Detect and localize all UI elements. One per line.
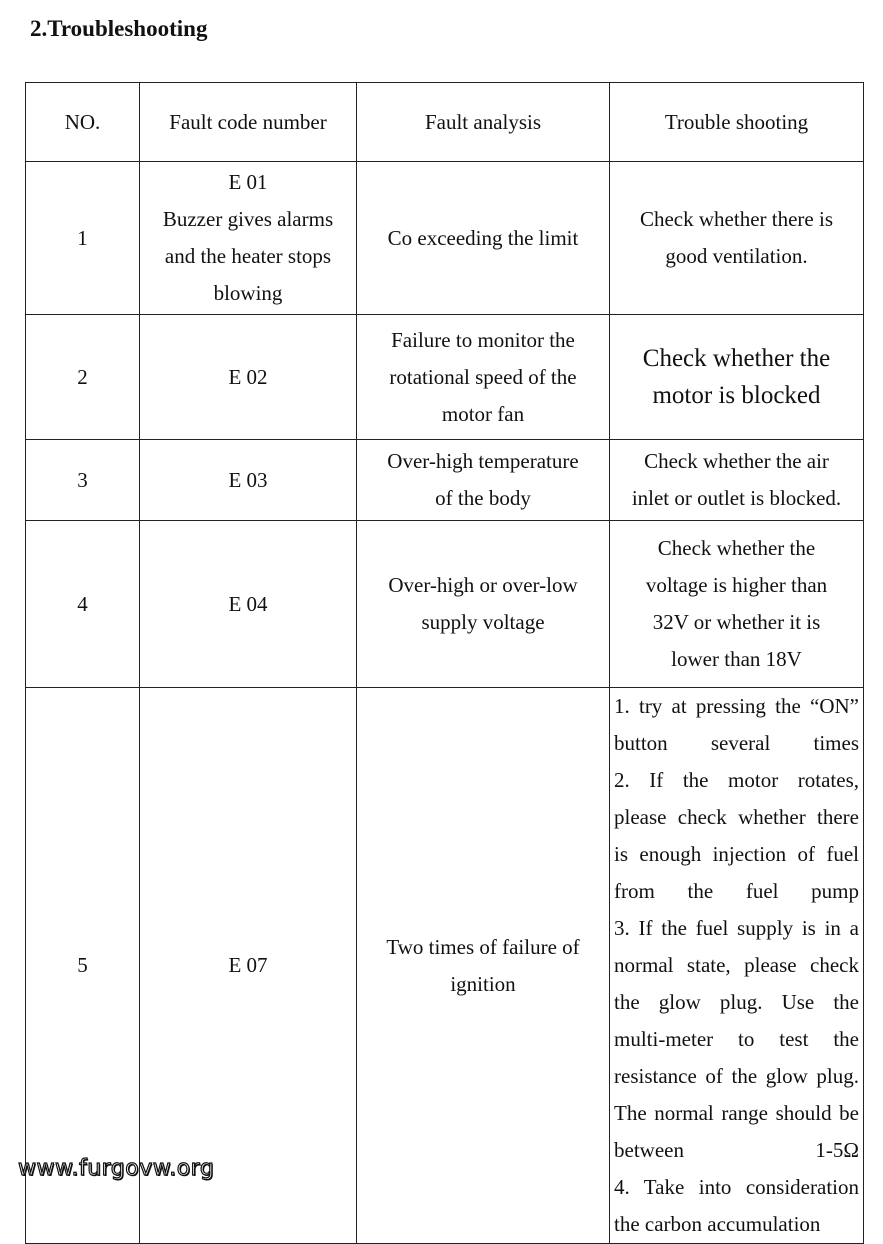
troubleshooting-table <box>25 82 864 1244</box>
fault-code: E 02 <box>228 364 268 389</box>
fault-analysis-text: ignition <box>450 971 516 996</box>
trouble-shooting-cell <box>610 440 864 521</box>
trouble-shooting-text: Check whether the <box>657 536 816 560</box>
trouble-shooting-text: Check whether there is <box>639 207 833 231</box>
trouble-shooting-text: 32V or whether it is <box>652 610 821 634</box>
fault-analysis-text: Failure to monitor the <box>391 327 575 352</box>
table-header-row <box>26 83 864 162</box>
fault-analysis-cell <box>357 162 610 315</box>
fault-analysis-text: supply voltage <box>421 610 545 634</box>
header-no: NO. <box>26 83 140 162</box>
header-fault-code: Fault code number <box>140 83 357 162</box>
fault-analysis-text: of the body <box>435 486 531 510</box>
trouble-shooting-step: 3. If the fuel supply is in a normal state, please check the glow plug. Use the multi-meter to test the resistance of the glow plug. The normal range should be between 1-5Ω <box>614 916 859 1162</box>
header-trouble-shooting: Trouble shooting <box>610 83 864 162</box>
trouble-shooting-step: 2. If the motor rotates, please check whether there is enough injection of fuel from the fuel pump <box>614 768 859 903</box>
fault-code: E 01 <box>228 170 268 194</box>
trouble-shooting-step: 4. Take into consideration the carbon accumulation <box>614 1175 859 1236</box>
trouble-shooting-text: Check whether the air <box>644 449 829 473</box>
fault-analysis-cell <box>357 315 610 440</box>
fault-code: E 03 <box>228 467 268 492</box>
fault-analysis-text: Over-high or over-low <box>388 573 578 597</box>
fault-analysis-text: Over-high temperature <box>387 449 579 473</box>
trouble-shooting-text: motor is blocked <box>652 382 821 409</box>
trouble-shooting-cell <box>610 162 864 315</box>
fault-code-note: blowing <box>213 281 283 305</box>
trouble-shooting-cell <box>610 688 864 1244</box>
fault-code-note: and the heater stops <box>164 244 332 268</box>
table-row <box>26 440 864 521</box>
trouble-shooting-text: Check whether the <box>642 345 831 372</box>
row-number: 5 <box>26 688 140 1244</box>
fault-analysis-text: Co exceeding the limit <box>387 225 579 250</box>
trouble-shooting-text: good ventilation. <box>665 244 808 268</box>
watermark: www.furgovw.org <box>18 1156 215 1181</box>
table-row <box>26 162 864 315</box>
trouble-shooting-cell <box>610 521 864 688</box>
trouble-shooting-step: 1. try at pressing the “ON” button several times <box>614 694 859 755</box>
fault-code-cell <box>140 521 357 688</box>
fault-code-cell <box>140 315 357 440</box>
fault-analysis-cell <box>357 688 610 1244</box>
row-number: 3 <box>26 440 140 521</box>
fault-analysis-cell <box>357 521 610 688</box>
row-number: 4 <box>26 521 140 688</box>
fault-code: E 04 <box>228 591 268 616</box>
trouble-shooting-text: lower than 18V <box>671 647 802 671</box>
fault-analysis-text: Two times of failure of <box>386 934 580 959</box>
trouble-shooting-cell <box>610 315 864 440</box>
table-row <box>26 315 864 440</box>
fault-code-cell <box>140 162 357 315</box>
row-number: 2 <box>26 315 140 440</box>
row-number: 1 <box>26 162 140 315</box>
fault-analysis-cell <box>357 440 610 521</box>
fault-code-cell <box>140 440 357 521</box>
fault-analysis-text: rotational speed of the <box>389 364 577 389</box>
fault-code-note: Buzzer gives alarms <box>162 207 334 231</box>
fault-analysis-text: motor fan <box>441 401 525 426</box>
table-row <box>26 521 864 688</box>
header-fault-analysis: Fault analysis <box>357 83 610 162</box>
trouble-shooting-text: voltage is higher than <box>645 573 828 597</box>
section-heading: 2.Troubleshooting <box>30 16 208 41</box>
fault-code: E 07 <box>228 953 268 977</box>
trouble-shooting-text: inlet or outlet is blocked. <box>631 486 842 510</box>
